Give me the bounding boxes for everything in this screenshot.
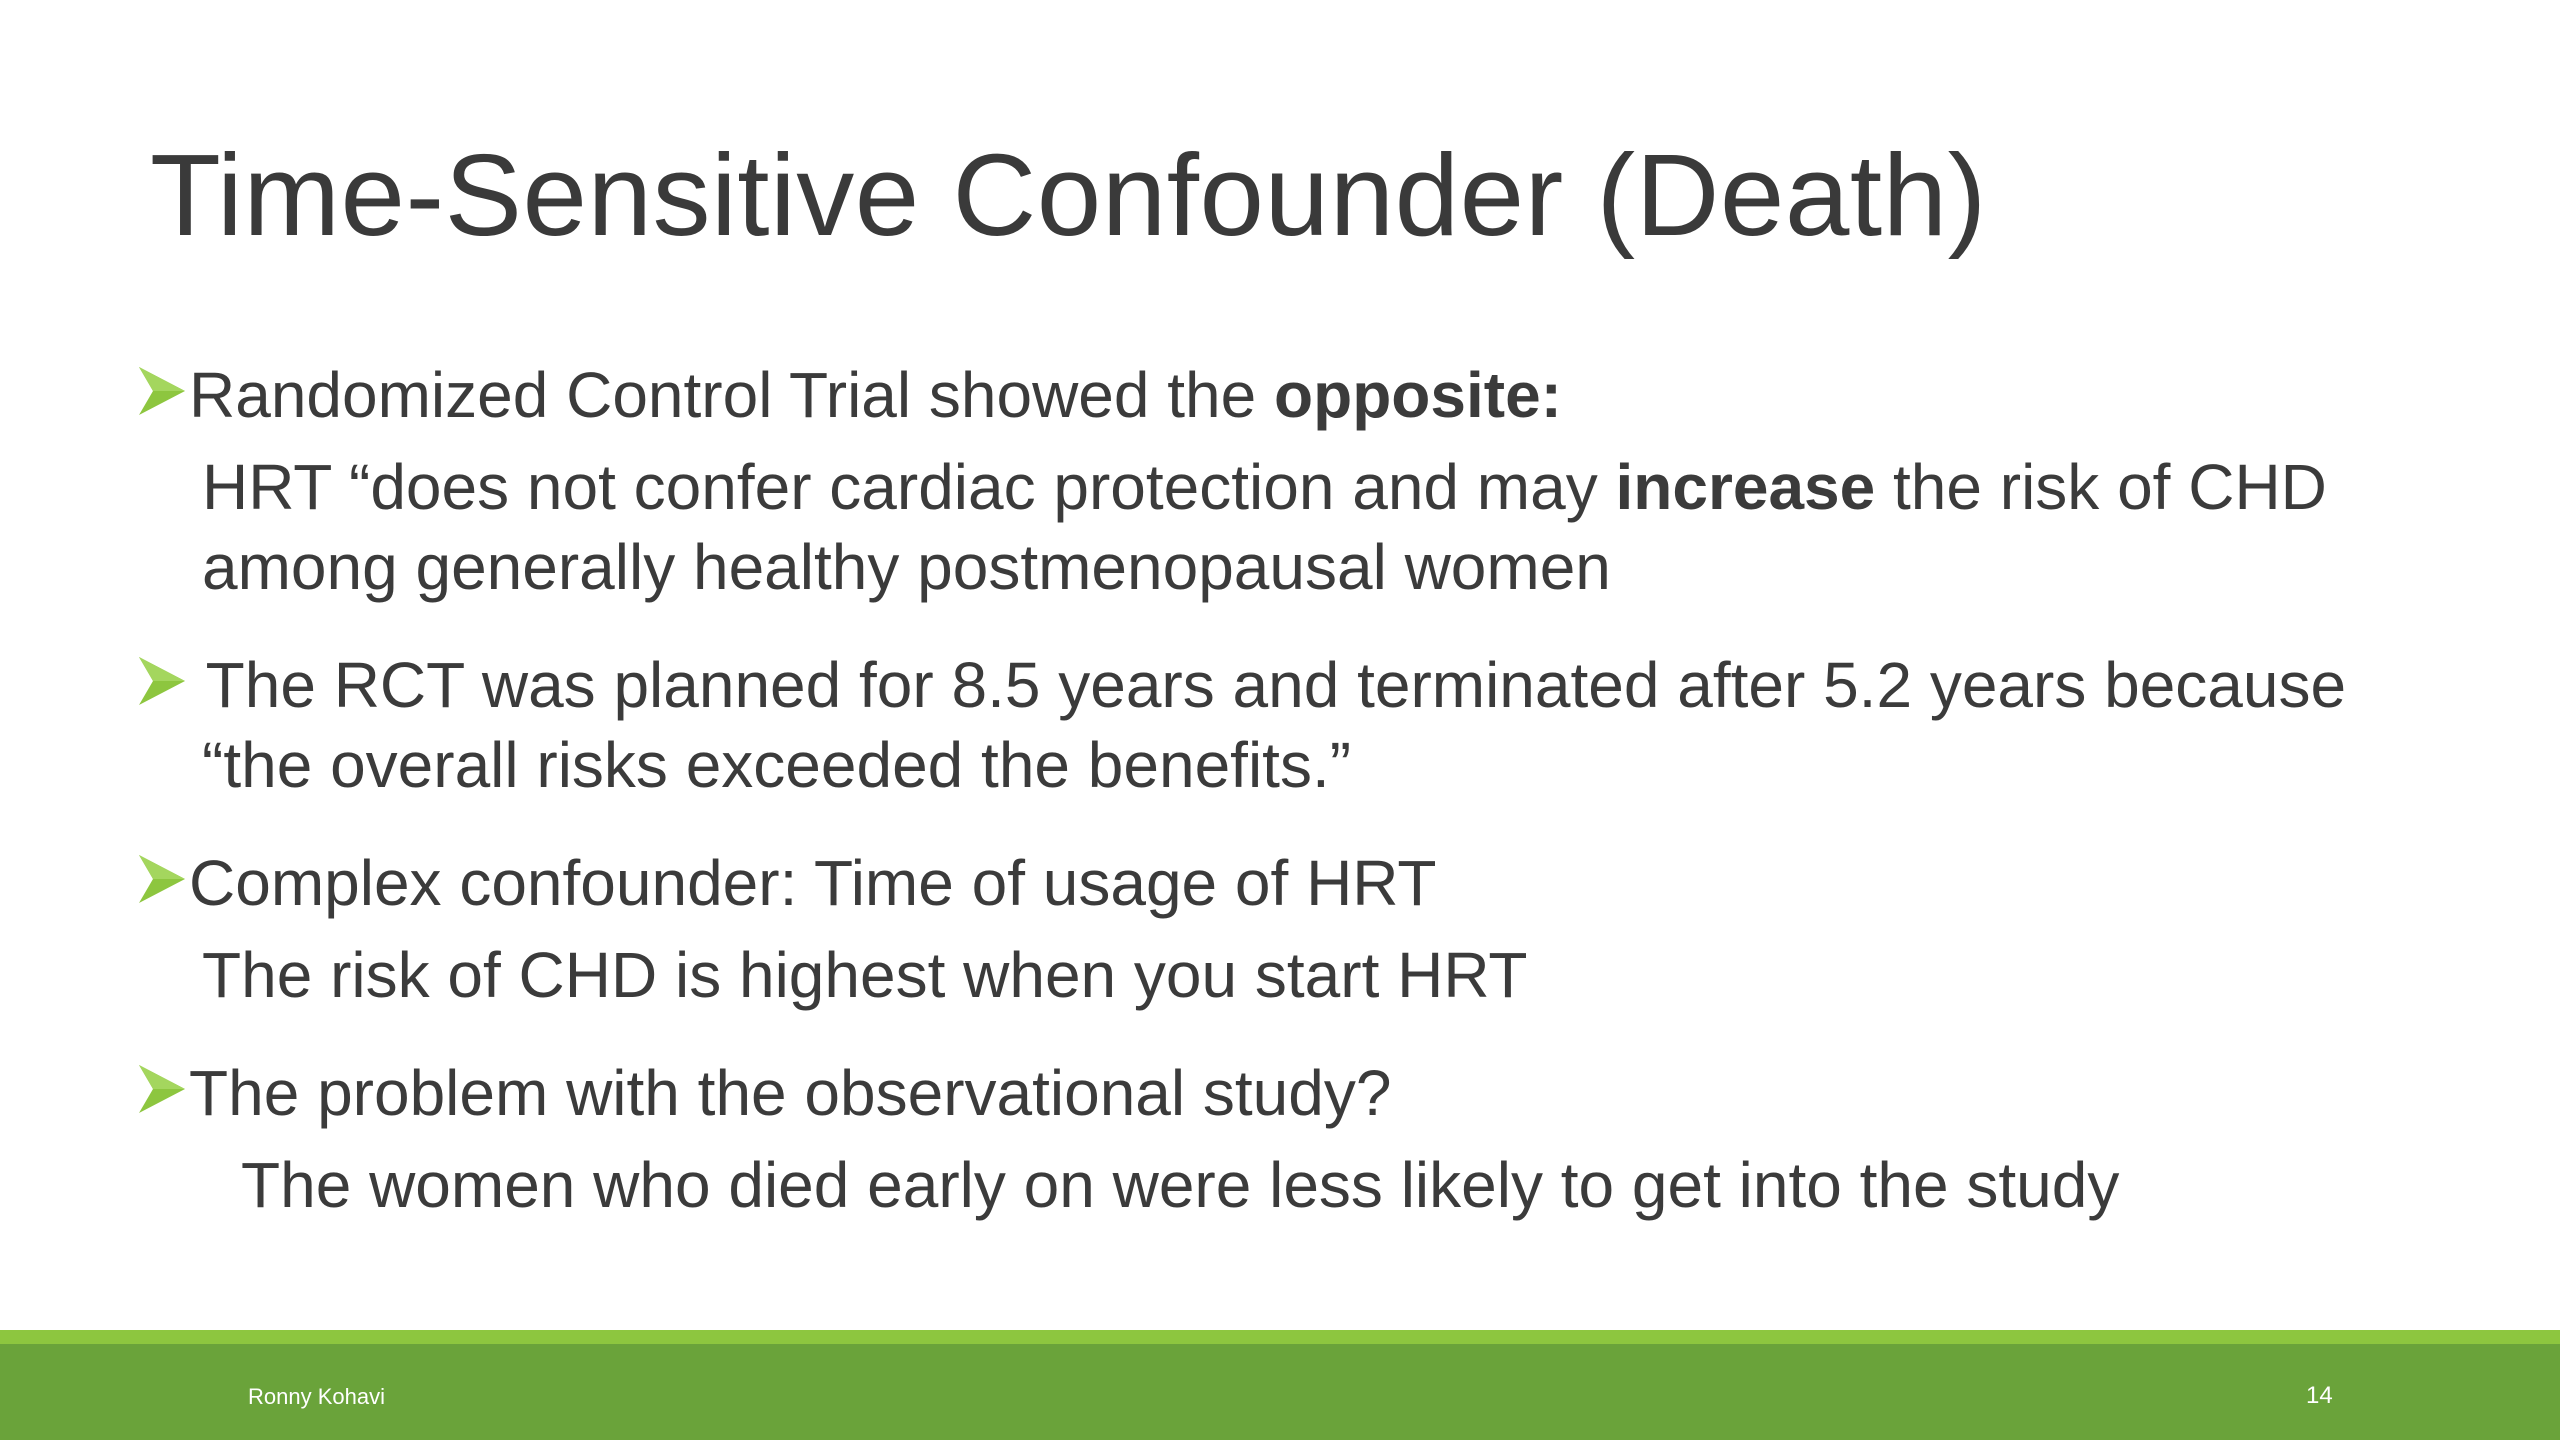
bullet-item-rct [135, 355, 2455, 435]
footer-accent-stripe [0, 1330, 2560, 1344]
bullet-text: Randomized Control Trial showed the [189, 359, 1274, 431]
page-number: 14 [2306, 1382, 2333, 1409]
sub-text: HRT “does not confer cardiac protection and may [202, 451, 1616, 523]
bullet-item-rct-terminated [135, 645, 2455, 725]
bullet-text-bold: opposite: [1274, 359, 1562, 431]
sub-line: The women who died early on were less likely to get into the study [241, 1149, 2120, 1221]
arrow-bullet-icon [135, 1057, 189, 1121]
arrow-bullet-icon [135, 847, 189, 911]
bullet-text: The RCT was planned for 8.5 years and terminated after 5.2 years because [189, 649, 2347, 721]
sub-text-bold: increase [1615, 451, 1876, 523]
bullet-item-complex-confounder [135, 843, 2455, 923]
sub-line: among generally healthy postmenopausal women [202, 531, 1611, 603]
sub-text: the risk of CHD [1875, 451, 2327, 523]
arrow-bullet-icon [135, 649, 189, 713]
bullet-text: Complex confounder: Time of usage of HRT [189, 847, 1437, 919]
sub-line: “the overall risks exceeded the benefits.” [202, 729, 1352, 801]
footer-author: Ronny Kohavi [248, 1384, 385, 1409]
arrow-bullet-icon [135, 359, 189, 423]
bullet-item-observational-problem [135, 1053, 2455, 1133]
sub-line: The risk of CHD is highest when you start HRT [202, 939, 1528, 1011]
slide-title: Time-Sensitive Confounder (Death) [150, 130, 1987, 260]
footer-bar [0, 1344, 2560, 1440]
sub-line [135, 447, 2455, 527]
slide-body [135, 355, 2455, 1225]
bullet-text: The problem with the observational study? [189, 1057, 1392, 1129]
